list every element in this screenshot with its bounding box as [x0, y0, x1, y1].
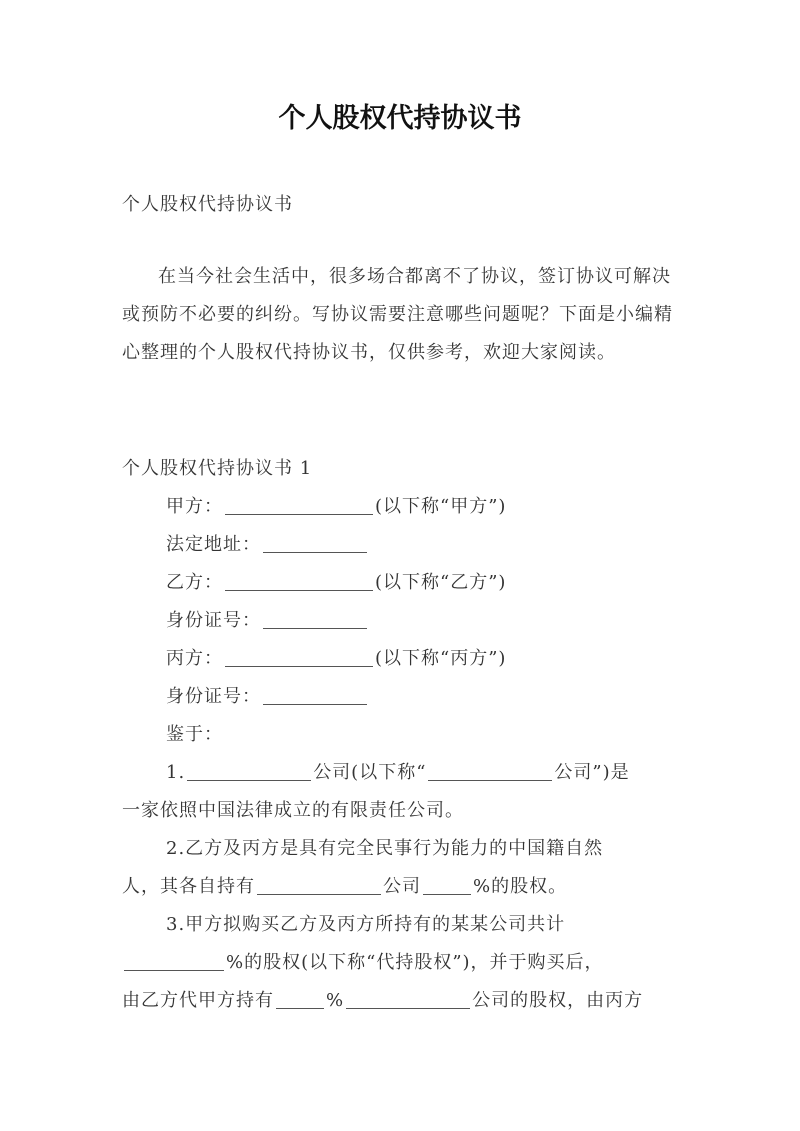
clause-1-end: 公司”)是	[554, 762, 630, 783]
party-a-line	[122, 488, 684, 526]
clause-2-mid: 公司	[383, 876, 421, 897]
legal-address-label: 法定地址：	[166, 534, 261, 555]
id-label-1: 身份证号：	[166, 610, 261, 631]
intro-paragraph: 在当今社会生活中，很多场合都离不了协议，签订协议可解决或预防不必要的纠纷。写协议需要注意哪些问题呢？下面是小编精心整理的个人股权代持协议书，仅供参考，欢迎大家阅读。	[122, 266, 673, 363]
party-b-label: 乙方：	[166, 572, 223, 593]
clause-3-start: 由乙方代甲方持有	[122, 990, 274, 1011]
party-c-line	[122, 640, 684, 678]
clause-1-line	[122, 754, 684, 792]
clause-3-blank-c	[346, 988, 470, 1009]
document-title: 个人股权代持协议书	[278, 103, 522, 134]
clause-2-blank-a	[257, 874, 381, 895]
clause-2-line-1: 2.乙方及丙方是具有完全民事行为能力的中国籍自然	[166, 838, 604, 859]
clause-1-continuation: 一家依照中国法律成立的有限责任公司。	[122, 800, 464, 821]
legal-address-blank	[263, 532, 367, 553]
clause-1-blank-b	[428, 760, 552, 781]
party-c-suffix: (以下称“丙方”)	[375, 648, 507, 669]
section-heading: 个人股权代持协议书 1	[122, 458, 313, 479]
id-blank-2	[263, 684, 367, 705]
clause-3-line-2	[122, 944, 684, 982]
clause-1-start: 1.	[166, 762, 186, 783]
clause-3-end: 公司的股权，由丙方	[472, 990, 644, 1011]
agreement-body	[122, 450, 684, 1020]
clause-3-line-3	[122, 982, 684, 1020]
clause-2-start: 人，其各自持有	[122, 876, 255, 897]
id-number-line-2	[122, 678, 684, 716]
clause-1-mid: 公司(以下称“	[313, 762, 427, 783]
clause-1-blank-a	[187, 760, 311, 781]
clause-3-line-2-text: %的股权(以下称“代持股权”)，并于购买后，	[226, 952, 604, 973]
party-a-label: 甲方：	[166, 496, 223, 517]
party-b-blank	[225, 570, 373, 591]
clause-2-end: %的股权。	[473, 876, 568, 897]
id-number-line-1	[122, 602, 684, 640]
id-label-2: 身份证号：	[166, 686, 261, 707]
clause-3-mid: %	[326, 990, 345, 1011]
legal-address-line	[122, 526, 684, 564]
party-c-label: 丙方：	[166, 648, 223, 669]
clause-2-line-2	[122, 868, 684, 906]
party-a-suffix: (以下称“甲方”)	[375, 496, 507, 517]
party-a-blank	[225, 494, 373, 515]
party-c-blank	[225, 646, 373, 667]
id-blank-1	[263, 608, 367, 629]
document-subtitle: 个人股权代持协议书	[122, 194, 293, 215]
clause-3-blank-b	[276, 988, 324, 1009]
whereas-line: 鉴于：	[166, 724, 223, 745]
party-b-suffix: (以下称“乙方”)	[375, 572, 507, 593]
clause-2-blank-b	[423, 874, 471, 895]
clause-3-blank-a	[124, 950, 224, 971]
party-b-line	[122, 564, 684, 602]
clause-3-line-1: 3.甲方拟购买乙方及丙方所持有的某某公司共计	[166, 914, 566, 935]
